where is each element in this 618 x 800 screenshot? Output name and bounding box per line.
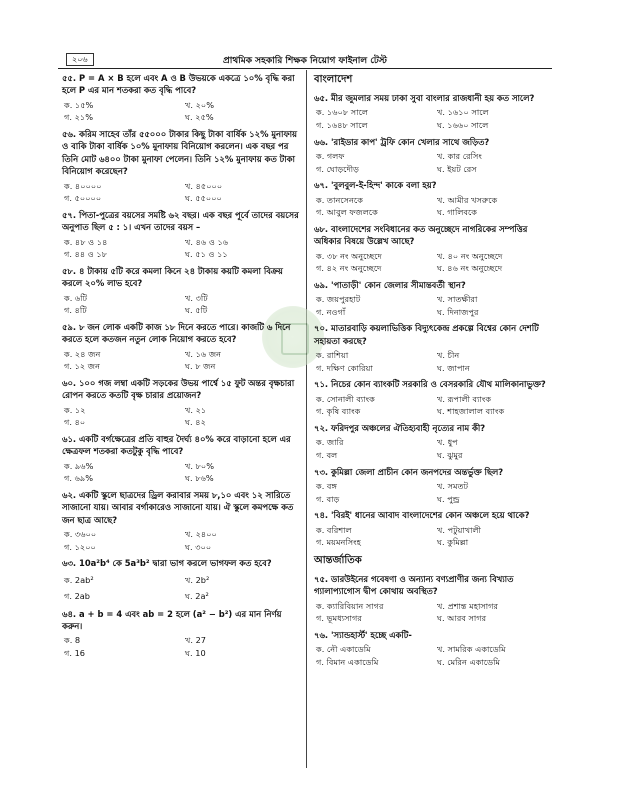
question-text: ৬৪. a + b = 4 এবং ab = 2 হলে (a² − b²) এর মান নির্ণয় করুন। (62, 608, 282, 632)
options-grid (62, 572, 304, 604)
answer-option: খ. প্রশান্ত মহাসাগর (437, 600, 499, 611)
options-grid (62, 348, 304, 373)
question-text: ৫৮. ৪ টাকায় ৫টি করে কমলা কিনে ২৪ টাকায় কয়টি কমলা বিক্রয় করলে ২০% লাভ হবে? (62, 265, 283, 289)
answer-option: ঘ. মেরিন একাডেমি (437, 656, 501, 667)
answer-option: ঘ. ৪৬ নং অনুচ্ছেদে (437, 263, 503, 274)
left-column (62, 72, 304, 664)
question-text: ৭১. নিচের কোন ব্যাংকটি সরকারি ও বেসরকারি যৌথ মালিকানাভুক্ত? (314, 379, 546, 390)
options-grid (314, 349, 556, 374)
answer-option: খ. ৪৫০০০ (185, 180, 223, 191)
right-column (314, 72, 556, 672)
answer-option: খ. আমীর খসরুকে (437, 194, 498, 205)
question-text: ৭০. মাতারবাড়ি কয়লাভিত্তিক বিদ্যুৎকেন্দ্র প্রকল্পে বিশ্বের কোন দেশটি সহায়তা করছে? (314, 323, 539, 346)
answer-option: গ. ১৬৪৮ সালে (316, 120, 368, 130)
question-text: ৬৬. 'রাইডার কাপ' ট্রফি কোন খেলার সাথে জড়িত? (314, 136, 490, 147)
answer-option: ক. ২৪ জন (64, 348, 101, 359)
question-text: ৬৯. 'পাতাড়ী' কোন জেলার সীমান্তবর্তী স্থান? (314, 279, 466, 290)
section-heading: বাংলাদেশ (314, 74, 353, 85)
options-grid (62, 236, 304, 261)
answer-option: ঘ. ইয়ট রেস (437, 163, 477, 174)
answer-option: গ. ১২ জন (64, 361, 101, 372)
answer-option: ক. ১৫% (64, 99, 94, 110)
question-text: ৭২. ফরিদপুর অঞ্চলের ঐতিহ্যবাহী নৃত্যের নাম কী? (314, 422, 486, 433)
answer-option: ঘ. ৩০০ (185, 541, 212, 552)
answer-option: গ. বল (316, 449, 338, 460)
answer-option: গ. ৫০০০০ (64, 193, 102, 204)
answer-option: গ. ঘোড়দৌড় (316, 163, 359, 174)
options-grid (62, 292, 304, 317)
answer-option: খ. ২৪০০ (185, 529, 217, 540)
answer-option: ঘ. ৫১ ও ১১ (185, 249, 228, 260)
answer-option: গ. আবুল ফজলকে (316, 207, 378, 218)
answer-option: গ. 2ab (64, 590, 90, 601)
answer-option: ঘ. ৫৫০০০ (185, 193, 222, 204)
answer-option: ক. জয়পুরহাট (316, 294, 361, 305)
answer-option: ঘ. ৫টি (185, 305, 208, 316)
answer-option: গ. কৃষি ব্যাংক (316, 406, 361, 417)
answer-option: ঘ. ৮৬% (185, 473, 214, 484)
options-grid (314, 600, 556, 625)
options-grid (314, 643, 556, 668)
answer-option: গ. বাড় (316, 493, 340, 504)
answer-option: ঘ. শাহজালাল ব্যাংক (437, 406, 505, 417)
question-text: ৭৬. 'স্যান্ডহার্স্ট' হচ্ছে একটি- (314, 629, 412, 640)
answer-option: গ. ৬৯% (64, 473, 93, 484)
answer-option: গ. ভূমধ্যসাগর (316, 613, 362, 624)
answer-option: গ. ১২০০ (64, 541, 96, 552)
options-grid (62, 634, 304, 659)
question-text: ৬৩. 10a²b⁴ কে 5a³b² দ্বারা ভাগ করলে ভাগফল কত হবে? (62, 558, 272, 569)
answer-option: ঘ. 2a² (185, 590, 209, 601)
answer-option: গ. ৪টি (64, 305, 87, 316)
answer-option: খ. ২১ (185, 404, 207, 415)
answer-option: খ. রূপালী ব্যাংক (437, 393, 492, 404)
answer-option: খ. ৪০ নং অনুচ্ছেদে (437, 250, 503, 261)
question-text: ৭৫. ডারউইনের গবেষণা ও অন্যান্য বণ্যপ্রাণীর জন্য বিখ্যাত গ্যালাপ্যাগোস দ্বীপ কোথায় অবস্থিত? (314, 573, 514, 597)
question-text: ৬০. ১০০ গজ লম্বা একটি সড়কের উভয় পার্শ্বে ১৫ ফুট অন্তর বৃক্ষচারা রোপন করতে কতটি বৃক্ষ চারার প্রয়োজন? (62, 377, 295, 401)
options-grid (314, 106, 556, 131)
question-text: ৫৫. P = A × B হলে এবং A ও B উভয়কে একত্রে ১০% বৃদ্ধি করা হলে P এর মান শতকরা কত বৃদ্ধি পাবে? (62, 73, 295, 96)
answer-option: ঘ. ১৬৬০ সালে (437, 120, 489, 130)
question-text: ৬৭. 'বুলবুল-ই-হিন্দ' কাকে বলা হয়? (314, 180, 437, 191)
answer-option: ক. রাশিয়া (316, 350, 349, 361)
answer-option: গ. দক্ষিণ কোরিয়া (316, 362, 373, 373)
answer-option: ঘ. ঝুমুর (437, 449, 463, 460)
page-title: প্রাথমিক সহকারি শিক্ষক নিয়োগ ফাইনাল টেস্ট (223, 56, 387, 66)
options-grid (314, 393, 556, 418)
options-grid (314, 524, 556, 549)
answer-option: ঘ. জাপান (437, 362, 470, 373)
question-text: ৫৭. পিতা-পুত্রের বয়সের সমষ্টি ৬২ বছর। এক বছর পূর্বে তাদের বয়সের অনুপাত ছিল ৫ : ১। এখন তাদের বয়স – (62, 209, 299, 233)
options-grid (314, 436, 556, 461)
answer-option: ঘ. দিনাজপুর (437, 306, 479, 317)
answer-option: ক. জারি (316, 437, 344, 448)
answer-option: গ. নওগাঁ (316, 306, 346, 317)
answer-option: ঘ. ৪২ (185, 417, 206, 428)
question-text: ৬২. একটি স্কুলে ছাত্রদের ড্রিল করাবার সময় ৮,১০ এবং ১২ সারিতে সাজানো যায়। আবার বর্গাকারেও সাজানো যায়। ঐ স্কুলে কমপক্ষে কত জন ছাত্র আছে? (62, 489, 294, 525)
answer-option: ক. বরিশাল (316, 524, 352, 535)
answer-option: ঘ. পুন্ড্র (437, 493, 460, 504)
page-header (58, 52, 552, 69)
answer-option: খ. ধুপ (437, 437, 458, 448)
options-grid (314, 480, 556, 505)
answer-option: ক. ১২ (64, 404, 86, 415)
answer-option: ঘ. ২৫% (185, 112, 214, 123)
answer-option: গ. ৪৪ ও ১৮ (64, 249, 108, 260)
question-text: ৭৩. কুমিল্লা জেলা প্রাচীন কোন জনপদের অন্তর্ভুক্ত ছিল? (314, 466, 504, 477)
answer-option: খ. ৩টি (185, 292, 208, 303)
answer-option: ক. তানসেনকে (316, 194, 363, 205)
answer-option: ক. ৯৬% (64, 460, 94, 471)
question-text: ৬৮. বাংলাদেশের সংবিধানের কত অনুচ্ছেদে নাগরিকের সম্পত্তির অধিকার বিষয়ে উল্লেখ আছে? (314, 223, 528, 247)
answer-option: ক. ৪৮ ও ১৪ (64, 236, 108, 247)
answer-option: ঘ. 10 (185, 648, 206, 659)
answer-option: খ. চীন (437, 350, 460, 361)
answer-option: গ. ময়মনসিংহ (316, 537, 361, 548)
options-grid (314, 250, 556, 275)
options-grid (314, 150, 556, 175)
answer-option: খ. সমতট (437, 480, 469, 491)
answer-option: ক. ৬টি (64, 292, 88, 303)
answer-option: ক. ৩৮ নং অনুচ্ছেদে (316, 250, 382, 261)
options-grid (62, 99, 304, 124)
answer-option: ঘ. গালিবকে (437, 207, 478, 218)
answer-option: ক. বঙ্গ (316, 480, 337, 491)
answer-option: গ. বিমান একাডেমি (316, 656, 379, 667)
answer-option: ক. ক্যারিবিয়ান সাগর (316, 600, 384, 611)
answer-option: খ. ২০% (185, 99, 215, 110)
answer-option: খ. ৮০% (185, 460, 214, 471)
answer-option: গ. ৪২ নং অনুচ্ছেদে (316, 263, 382, 274)
column-divider (306, 70, 307, 768)
question-text: ৭৪. 'বিরই' ধানের আবাদ বাংলাদেশের কোন অঞ্চলে হয়ে থাকে? (314, 510, 530, 521)
answer-option: ক. ১৬০৮ সালে (316, 107, 368, 118)
page-number: ২০৬ (66, 53, 94, 66)
answer-option: খ. 27 (185, 635, 207, 646)
answer-option: ক. 2ab² (64, 574, 94, 585)
options-grid (314, 293, 556, 318)
answer-option: খ. পটুয়াখালী (437, 524, 481, 535)
answer-option: ক. 8 (64, 635, 81, 646)
answer-option: খ. সামরিক একাডেমি (437, 644, 506, 655)
answer-option: খ. ১৬১০ সালে (437, 107, 489, 118)
options-grid (62, 460, 304, 485)
options-grid (62, 180, 304, 205)
answer-option: ক. নৌ একাডেমি (316, 644, 371, 655)
question-text: ৫৯. ৮ জন লোক একটি কাজ ১৮ দিনে করতে পারে। কাজটি ৬ দিনে করতে হলে কতজন নতুন লোক নিয়োগ করতে হবে? (62, 321, 291, 345)
answer-option: গ. 16 (64, 648, 85, 659)
options-grid (62, 404, 304, 429)
section-heading: আন্তর্জাতিক (314, 554, 362, 566)
answer-option: ঘ. কুমিল্লা (437, 537, 469, 548)
question-text: ৬১. একটি বর্গক্ষেত্রের প্রতি বাহুর দৈর্ঘ্য ৪০% করে বাড়ানো হলে এর ক্ষেত্রফল শতকরা কতটুকু বৃদ্ধি পাবে? (62, 433, 291, 457)
answer-option: ঘ. ৮ জন (185, 361, 216, 372)
options-grid (314, 194, 556, 219)
answer-option: ক. গলফ (316, 151, 345, 161)
answer-option: খ. 2b² (185, 574, 210, 585)
question-text: ৬৫. মীর জুমলার সময় ঢাকা সুবা বাংলার রাজধানী হয় কত সালে? (314, 93, 535, 103)
answer-option: খ. ৪৬ ও ১৬ (185, 236, 229, 247)
answer-option: গ. ৪০ (64, 417, 86, 428)
answer-option: ক. ৩৬০০ (64, 529, 97, 540)
options-grid (62, 528, 304, 553)
answer-option: ক. ৪০০০০ (64, 180, 102, 191)
answer-option: গ. ২১% (64, 112, 93, 123)
answer-option: খ. সাতক্ষীরা (437, 294, 478, 305)
answer-option: খ. ১৬ জন (185, 348, 222, 359)
answer-option: ঘ. আরব সাগর (437, 613, 487, 624)
answer-option: খ. কার রেসিং (437, 151, 482, 161)
question-text: ৫৬. করিম সাহেব তাঁর ৫৫০০০ টাকার কিছু টাকা বার্ষিক ১২% মুনাফায় ও বাকি টাকা বার্ষিক ১০% মুনাফায় বিনিয়োগ করলেন। এক বছর পর তিনি মোট ৬৪০০ টাকা মুনাফা পেলেন। তিনি ১২% মুনাফায় কত টাকা বিনিয়োগ করেছেন? (62, 129, 297, 177)
answer-option: ক. সোনালী ব্যাংক (316, 393, 375, 404)
